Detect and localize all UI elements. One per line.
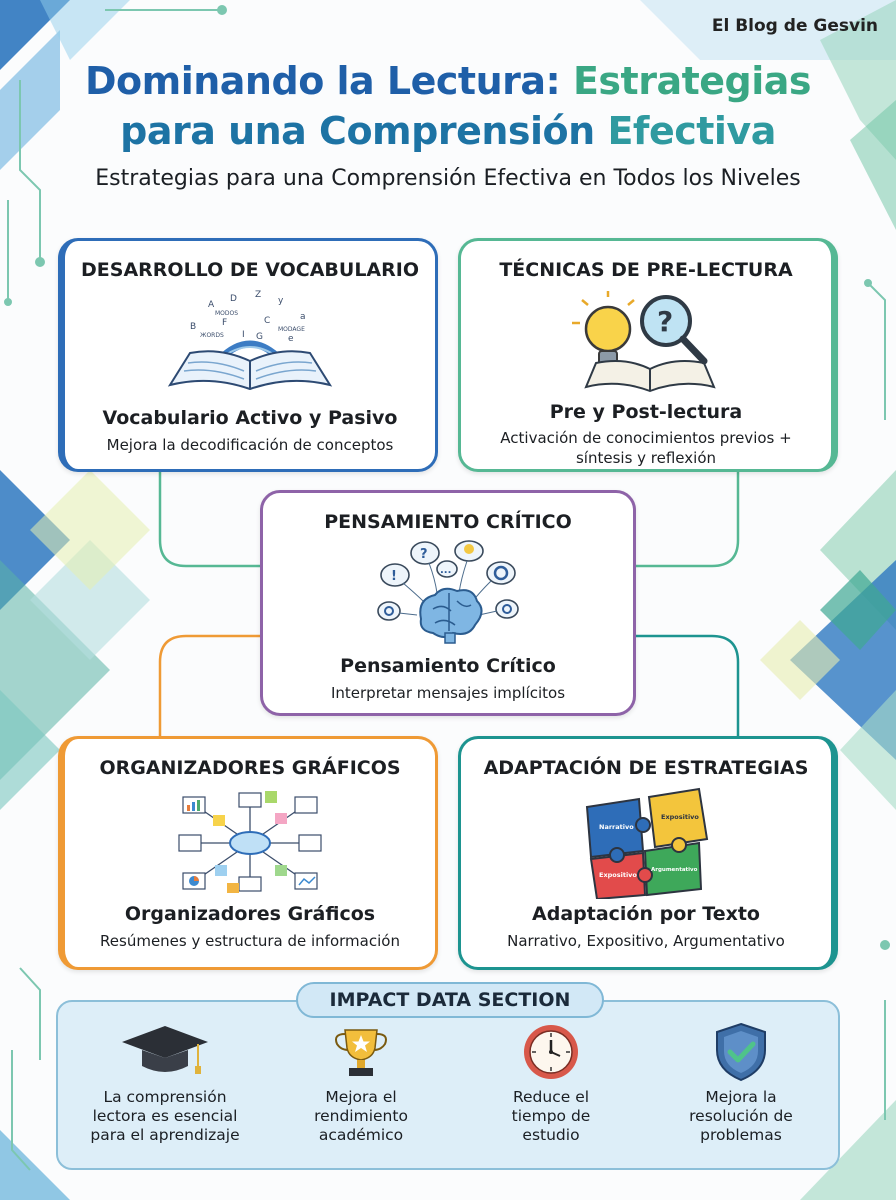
vocab-illustration-word-2: ЖORDS: [200, 332, 224, 339]
svg-text:...: ...: [440, 565, 452, 576]
vocab-illustration-word-3: MODAGE: [278, 326, 305, 333]
card-vocabulary-name: Vocabulario Activo y Pasivo: [102, 407, 398, 429]
impact-item-problem-solving-label: [646, 1088, 836, 1145]
puzzle-label-2: Expositivo: [661, 813, 699, 821]
open-book-letters-icon: [160, 289, 340, 399]
title-part-3: para una Comprensión: [120, 109, 595, 153]
brain-thought-bubbles-icon: [373, 539, 523, 647]
card-critical-thinking-heading: PENSAMIENTO CRÍTICO: [324, 511, 572, 533]
card-pre-reading-description: [475, 428, 817, 468]
clock-icon: [521, 1022, 581, 1082]
impact-label-1-line-1: La comprensión: [103, 1088, 227, 1106]
card-graphic-organizers-name: Organizadores Gráficos: [124, 903, 376, 925]
svg-text:Z: Z: [255, 290, 262, 300]
svg-text:C: C: [264, 316, 271, 326]
graduation-cap-icon: [120, 1022, 210, 1078]
trophy-icon: [331, 1022, 391, 1078]
svg-text:B: B: [190, 322, 197, 332]
card-pre-reading-description-line-2: síntesis y reflexión: [575, 449, 717, 467]
blog-name: El Blog de Gesvin: [711, 16, 878, 36]
puzzle-label-1: Narrativo: [599, 823, 634, 831]
svg-text:I: I: [242, 330, 245, 340]
svg-text:!: !: [391, 569, 397, 584]
card-adapting-strategies-heading: ADAPTACIÓN DE ESTRATEGIAS: [483, 757, 809, 779]
svg-text:A: A: [208, 300, 215, 310]
impact-label-2-line-3: académico: [318, 1126, 404, 1144]
puzzle-label-4: Argumentativo: [651, 867, 698, 873]
svg-text:?: ?: [657, 305, 674, 338]
impact-label-1-line-2: lectora es esencial: [92, 1107, 238, 1125]
shield-check-icon: [713, 1022, 769, 1082]
impact-label-2-line-1: Mejora el: [325, 1088, 397, 1106]
svg-text:y: y: [278, 296, 284, 306]
impact-item-performance: [266, 1022, 456, 1145]
impact-item-comprehension-label: [70, 1088, 260, 1145]
impact-label-3-line-2: tiempo de: [511, 1107, 591, 1125]
card-pre-reading-heading: TÉCNICAS DE PRE-LECTURA: [499, 259, 793, 281]
impact-item-study-time: [456, 1022, 646, 1145]
card-graphic-organizers-heading: ORGANIZADORES GRÁFICOS: [99, 757, 401, 779]
card-graphic-organizers-description: Resúmenes y estructura de información: [100, 932, 400, 950]
card-critical-thinking-name: Pensamiento Crítico: [340, 655, 556, 677]
impact-label-1-line-3: para el aprendizaje: [90, 1126, 240, 1144]
impact-label-3-line-1: Reduce el: [512, 1088, 590, 1106]
page-subtitle: Estrategias para una Comprensión Efectiva en Todos los Niveles: [95, 166, 801, 191]
title-part-4: Efectiva: [607, 109, 776, 153]
page-title: [40, 56, 856, 156]
card-adapting-strategies: [458, 736, 838, 970]
card-vocabulary-description: Mejora la decodificación de conceptos: [106, 436, 394, 454]
impact-label-2-line-2: rendimiento: [314, 1107, 408, 1125]
impact-item-performance-label: [266, 1088, 456, 1145]
card-pre-reading: [458, 238, 838, 472]
card-graphic-organizers: [58, 736, 438, 970]
card-pre-reading-name: Pre y Post-lectura: [549, 401, 743, 423]
card-critical-thinking: [260, 490, 636, 716]
impact-label-4-line-2: resolución de: [689, 1107, 793, 1125]
title-part-1: Dominando la Lectura:: [84, 59, 561, 103]
card-pre-reading-description-line-1: Activación de conocimientos previos +: [500, 429, 792, 447]
svg-text:e: e: [288, 334, 294, 344]
svg-text:?: ?: [420, 547, 428, 562]
impact-label-3-line-3: estudio: [522, 1126, 580, 1144]
puzzle-pieces-icon: [581, 785, 711, 899]
card-critical-thinking-description: Interpretar mensajes implícitos: [330, 684, 566, 702]
card-adapting-strategies-name: Adaptación por Texto: [532, 903, 760, 925]
svg-text:G: G: [256, 332, 263, 342]
card-vocabulary: [58, 238, 438, 472]
impact-item-study-time-label: [456, 1088, 646, 1145]
svg-text:a: a: [300, 312, 306, 322]
mind-map-diagram-icon: [175, 791, 325, 895]
impact-item-comprehension: [70, 1022, 260, 1145]
impact-section-heading: IMPACT DATA SECTION: [296, 982, 604, 1018]
svg-text:D: D: [230, 294, 237, 304]
svg-text:F: F: [222, 318, 228, 328]
card-adapting-strategies-description: Narrativo, Expositivo, Argumentativo: [507, 932, 785, 950]
title-part-2: Estrategias: [572, 59, 812, 103]
puzzle-label-3: Expositivo: [599, 871, 637, 879]
impact-label-4-line-3: problemas: [700, 1126, 782, 1144]
impact-label-4-line-1: Mejora la: [705, 1088, 777, 1106]
vocab-illustration-word-1: MODOS: [215, 310, 239, 317]
lightbulb-book-magnifier-icon: [566, 291, 726, 395]
impact-item-problem-solving: [646, 1022, 836, 1145]
card-vocabulary-heading: DESARROLLO DE VOCABULARIO: [81, 259, 419, 281]
